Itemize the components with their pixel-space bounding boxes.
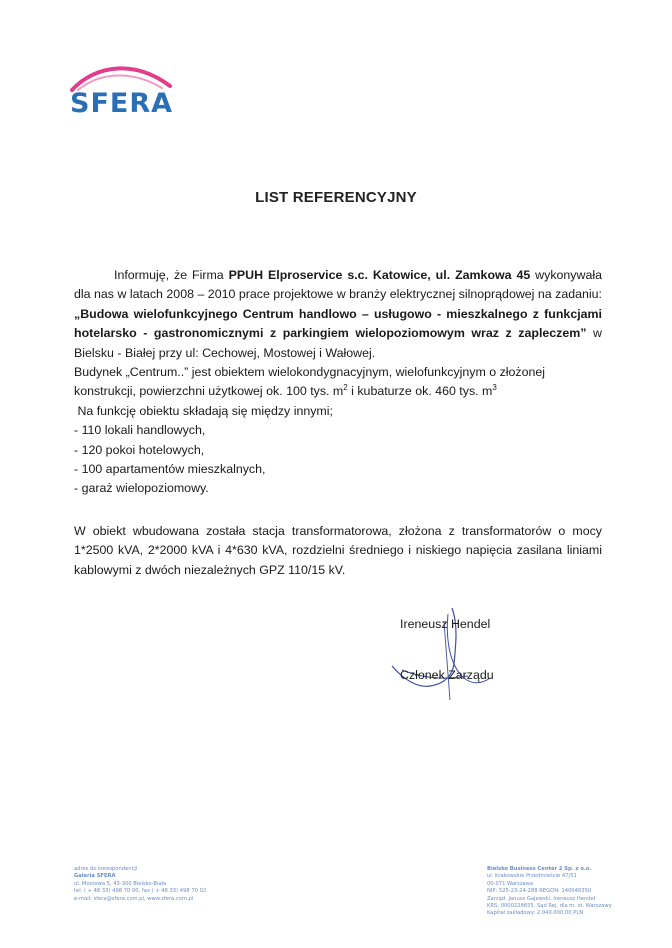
volume-unit-sup: 3 bbox=[492, 383, 497, 393]
footer-line: Galeria SFERA bbox=[74, 873, 116, 880]
footer-correspondence bbox=[74, 866, 206, 903]
sfera-logo bbox=[66, 60, 176, 118]
signatory-name: Ireneusz Hendel bbox=[400, 617, 491, 631]
paragraph-intro bbox=[74, 266, 602, 363]
footer-line: Zarząd: Janusz Gajewski, Ireneusz Hendel bbox=[487, 895, 596, 902]
building-text-1: Budynek „Centrum..” jest obiektem wielokondygnacyjnym, wielofunkcyjnym o złożonej konstrukcji, powierzchni użytkowej ok. 100 tys. m bbox=[74, 365, 546, 399]
footer-line: Kapitał zakładowy: 2.040.000,00 PLN bbox=[487, 910, 584, 917]
paragraph-substation: W obiekt wbudowana została stacja transformatorowa, złożona z transformatorów o mocy 1*2500 kVA, 2*2000 kVA i 4*630 kVA, rozdzielni średniego i niskiego napięcia zasilana liniami kablowymi z dwóch niezależnych GPZ 110/15 kV. bbox=[74, 523, 602, 577]
area-unit-sup: 2 bbox=[343, 383, 348, 393]
footer-line: ul. Krakowskie Przedmieście 47/51 bbox=[487, 873, 577, 880]
paragraph-functions: Na funkcję obiektu składają się między innymi; bbox=[74, 403, 333, 418]
footer-line: NIP: 525-23-24-288 REGON: 140046350 bbox=[487, 888, 592, 895]
signatory-role: Członek Zarządu bbox=[400, 668, 494, 682]
document-title: LIST REFERENCYJNY bbox=[255, 189, 417, 206]
functions-list bbox=[74, 421, 602, 499]
spacer bbox=[74, 499, 602, 518]
task-name: „Budowa wielofunkcyjnego Centrum handlowo – usługowo - mieszkalnego z funkcjami hotelarsko - gastronomicznymi z parkingiem wielopoziomowym wraz z zapleczem” bbox=[74, 306, 602, 341]
list-item: - 120 pokoi hotelowych, bbox=[74, 442, 205, 457]
intro-text-3: w Bielsku - Białej przy ul: Cechowej, Mostowej i Wałowej. bbox=[74, 326, 602, 360]
list-item: - 100 apartamentów mieszkalnych, bbox=[74, 462, 266, 477]
letter-body bbox=[74, 266, 602, 580]
footer-line: KRS: 0000228655, Sąd Rej. dla m. st. Warszawy bbox=[487, 903, 612, 910]
footer-line: adres do korespondencji bbox=[74, 866, 138, 872]
intro-text-2: wykonywała dla nas w latach 2008 – 2010 prace projektowe w branży elektrycznej silnoprądowej na zadaniu: bbox=[74, 268, 602, 302]
list-item: - 110 lokali handlowych, bbox=[74, 423, 206, 438]
footer-line: 00-071 Warszawa bbox=[487, 880, 534, 887]
footer-line: tel. ( + 48 33) 498 70 00, fax ( + 48 33) 498 70 02 bbox=[74, 888, 207, 895]
firm-name: PPUH Elproservice s.c. Katowice, ul. Zamkowa 45 bbox=[228, 268, 531, 282]
footer-company bbox=[487, 866, 612, 918]
footer-line: ul. Mostowa 5, 43-300 Bielsko-Biała bbox=[74, 880, 167, 887]
building-text-2: i kubaturze ok. 460 tys. m bbox=[347, 384, 493, 399]
logo-text: SFERA bbox=[70, 88, 174, 119]
footer-line: e-mail: sfera@sfera.com.pl, www.sfera.com.pl bbox=[74, 895, 194, 902]
footer-line: Bielsko Business Center 2 Sp. z o.o. bbox=[487, 866, 592, 872]
intro-text-1: Informuję, że Firma bbox=[114, 268, 229, 282]
paragraph-building bbox=[74, 363, 602, 402]
list-item: - garaż wielopoziomowy. bbox=[74, 481, 209, 496]
